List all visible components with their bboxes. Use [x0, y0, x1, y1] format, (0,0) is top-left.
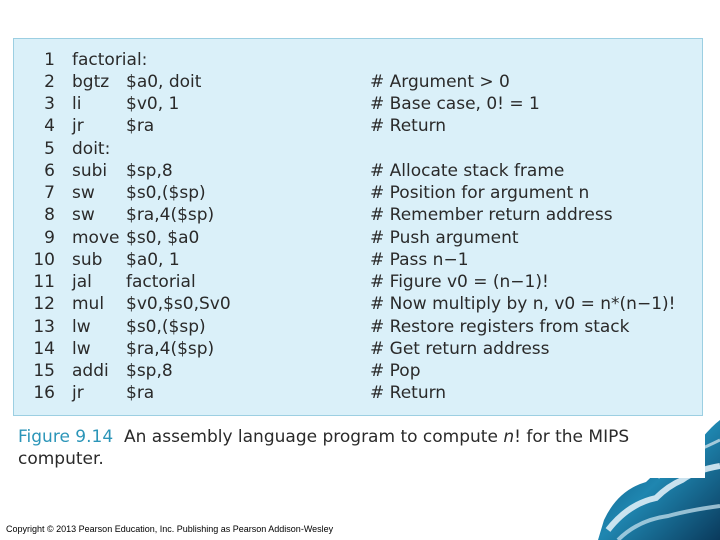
operands: $ra,4($sp): [126, 339, 215, 359]
instruction: mul: [72, 294, 105, 314]
copyright-notice: Copyright © 2013 Pearson Education, Inc. Publishing as Pearson Addison-Wesley: [6, 524, 334, 534]
comment: # Argument > 0: [370, 72, 510, 92]
line-number: 10: [33, 250, 55, 270]
figure-caption: [18, 426, 678, 470]
operands: $a0, 1: [126, 250, 180, 270]
instruction: bgtz: [72, 72, 110, 92]
line-number: 3: [44, 94, 55, 114]
operands: $v0, 1: [126, 94, 180, 114]
code-line: [14, 182, 704, 204]
instruction: subi: [72, 161, 108, 181]
comment: # Pass n−1: [370, 250, 469, 270]
line-number: 9: [44, 228, 55, 248]
operands: $ra,4($sp): [126, 205, 215, 225]
operands: $ra: [126, 116, 155, 136]
instruction: factorial:: [72, 50, 148, 70]
comment: # Position for argument n: [370, 183, 590, 203]
comment: # Get return address: [370, 339, 550, 359]
instruction: sw: [72, 183, 95, 203]
line-number: 13: [33, 317, 55, 337]
comment: # Allocate stack frame: [370, 161, 565, 181]
code-line: [14, 138, 704, 160]
code-line: [14, 249, 704, 271]
caption-text: An assembly language program to compute: [123, 427, 504, 447]
instruction: lw: [72, 317, 91, 337]
comment: # Remember return address: [370, 205, 613, 225]
code-line: [14, 160, 704, 182]
instruction: li: [72, 94, 82, 114]
operands: $s0,($sp): [126, 183, 206, 203]
instruction: jr: [72, 116, 84, 136]
line-number: 8: [44, 205, 55, 225]
operands: $sp,8: [126, 361, 173, 381]
code-line: [14, 293, 704, 315]
comment: # Base case, 0! = 1: [370, 94, 540, 114]
instruction: sw: [72, 205, 95, 225]
code-line: [14, 115, 704, 137]
instruction: jr: [72, 383, 84, 403]
code-line: [14, 360, 704, 382]
code-line: [14, 227, 704, 249]
instruction: sub: [72, 250, 103, 270]
caption-text-end: ! for the MIPS computer.: [18, 427, 630, 469]
line-number: 11: [33, 272, 55, 292]
instruction: doit:: [72, 139, 111, 159]
line-number: 16: [33, 383, 55, 403]
line-number: 6: [44, 161, 55, 181]
line-number: 2: [44, 72, 55, 92]
line-number: 14: [33, 339, 55, 359]
comment: # Push argument: [370, 228, 519, 248]
comment: # Restore registers from stack: [370, 317, 630, 337]
code-line: [14, 316, 704, 338]
comment: # Pop: [370, 361, 421, 381]
operands: factorial: [126, 272, 196, 292]
caption-variable: n: [503, 427, 515, 447]
code-line: [14, 71, 704, 93]
code-line: [14, 93, 704, 115]
code-line: [14, 49, 704, 71]
line-number: 15: [33, 361, 55, 381]
operands: $ra: [126, 383, 155, 403]
line-number: 4: [44, 116, 55, 136]
comment: # Now multiply by n, v0 = n*(n−1)!: [370, 294, 676, 314]
comment: # Return: [370, 383, 447, 403]
code-line: [14, 338, 704, 360]
line-number: 7: [44, 183, 55, 203]
operands: $s0,($sp): [126, 317, 206, 337]
comment: # Return: [370, 116, 447, 136]
code-line: [14, 382, 704, 404]
code-line: [14, 204, 704, 226]
code-listing: [13, 38, 703, 416]
instruction: move: [72, 228, 120, 248]
operands: $a0, doit: [126, 72, 202, 92]
line-number: 1: [44, 50, 55, 70]
figure: [11, 36, 705, 478]
line-number: 12: [33, 294, 55, 314]
instruction: lw: [72, 339, 91, 359]
figure-label: Figure 9.14: [18, 427, 114, 447]
instruction: addi: [72, 361, 109, 381]
operands: $sp,8: [126, 161, 173, 181]
comment: # Figure v0 = (n−1)!: [370, 272, 549, 292]
line-number: 5: [44, 139, 55, 159]
instruction: jal: [72, 272, 92, 292]
code-line: [14, 271, 704, 293]
operands: $s0, $a0: [126, 228, 200, 248]
operands: $v0,$s0,Sv0: [126, 294, 231, 314]
